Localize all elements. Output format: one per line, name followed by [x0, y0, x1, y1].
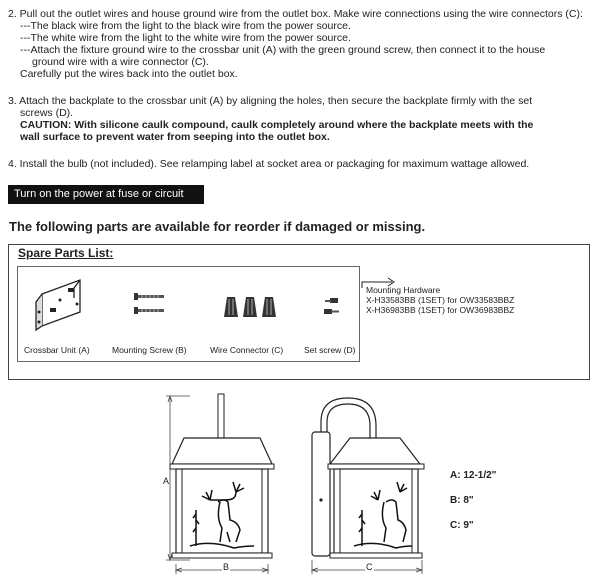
dimension-b: B: 8": [450, 495, 474, 506]
hardware-title: Mounting Hardware: [366, 285, 441, 295]
lantern-side-view: [310, 392, 440, 582]
wire-connector-illustration: [222, 295, 280, 319]
step4-text: 4. Install the bulb (not included). See relamping label at socket area or packaging for maximum wattage allowed.: [8, 158, 530, 170]
dim-letter-b: B: [223, 562, 230, 572]
hardware-line1: X-H33583BB (1SET) for OW33583BBZ: [366, 295, 515, 305]
hardware-line2: X-H36983BB (1SET) for OW36983BBZ: [366, 305, 515, 315]
dimension-c: C: 9": [450, 520, 474, 531]
crossbar-unit-illustration: [30, 272, 90, 334]
set-screw-label: Set screw (D): [304, 345, 356, 355]
step2-bullet-ground-cont: ground wire with a wire connector (C).: [32, 56, 209, 68]
lantern-front-view: [160, 392, 290, 582]
power-notice: Turn on the power at fuse or circuit box.: [8, 185, 204, 204]
dim-letter-a: A: [163, 476, 170, 486]
caution-line2: wall surface to prevent water from seeping into the outlet box.: [20, 131, 330, 143]
step2-intro: 2. Pull out the outlet wires and house ground wire from the outlet box. Make wire connections using the wire connectors (C):: [8, 8, 583, 20]
step3-line1: 3. Attach the backplate to the crossbar unit (A) by aligning the holes, then secure the backplate firmly with the set: [8, 95, 533, 107]
wire-connector-label: Wire Connector (C): [210, 345, 284, 355]
mounting-screw-illustration: [134, 292, 166, 316]
step2-bullet-white: ---The white wire from the light to the white wire from the power source.: [20, 32, 351, 44]
step2-bullet-black: ---The black wire from the light to the black wire from the power source.: [20, 20, 351, 32]
dimension-a: A: 12-1/2": [450, 470, 497, 481]
step3-line2: screws (D).: [20, 107, 74, 119]
dim-letter-c: C: [366, 562, 373, 572]
mounting-screw-label: Mounting Screw (B): [112, 345, 187, 355]
spare-parts-title: Spare Parts List:: [18, 246, 114, 260]
set-screw-illustration: [322, 298, 344, 316]
reorder-heading: The following parts are available for reorder if damaged or missing.: [9, 219, 426, 234]
caution-line1: CAUTION: With silicone caulk compound, caulk completely around where the backplate meets with the: [20, 119, 534, 131]
crossbar-label: Crossbar Unit (A): [24, 345, 90, 355]
step2-outro: Carefully put the wires back into the outlet box.: [20, 68, 238, 80]
step2-bullet-ground: ---Attach the fixture ground wire to the crossbar unit (A) with the green ground screw, then connect it to the house: [20, 44, 546, 56]
